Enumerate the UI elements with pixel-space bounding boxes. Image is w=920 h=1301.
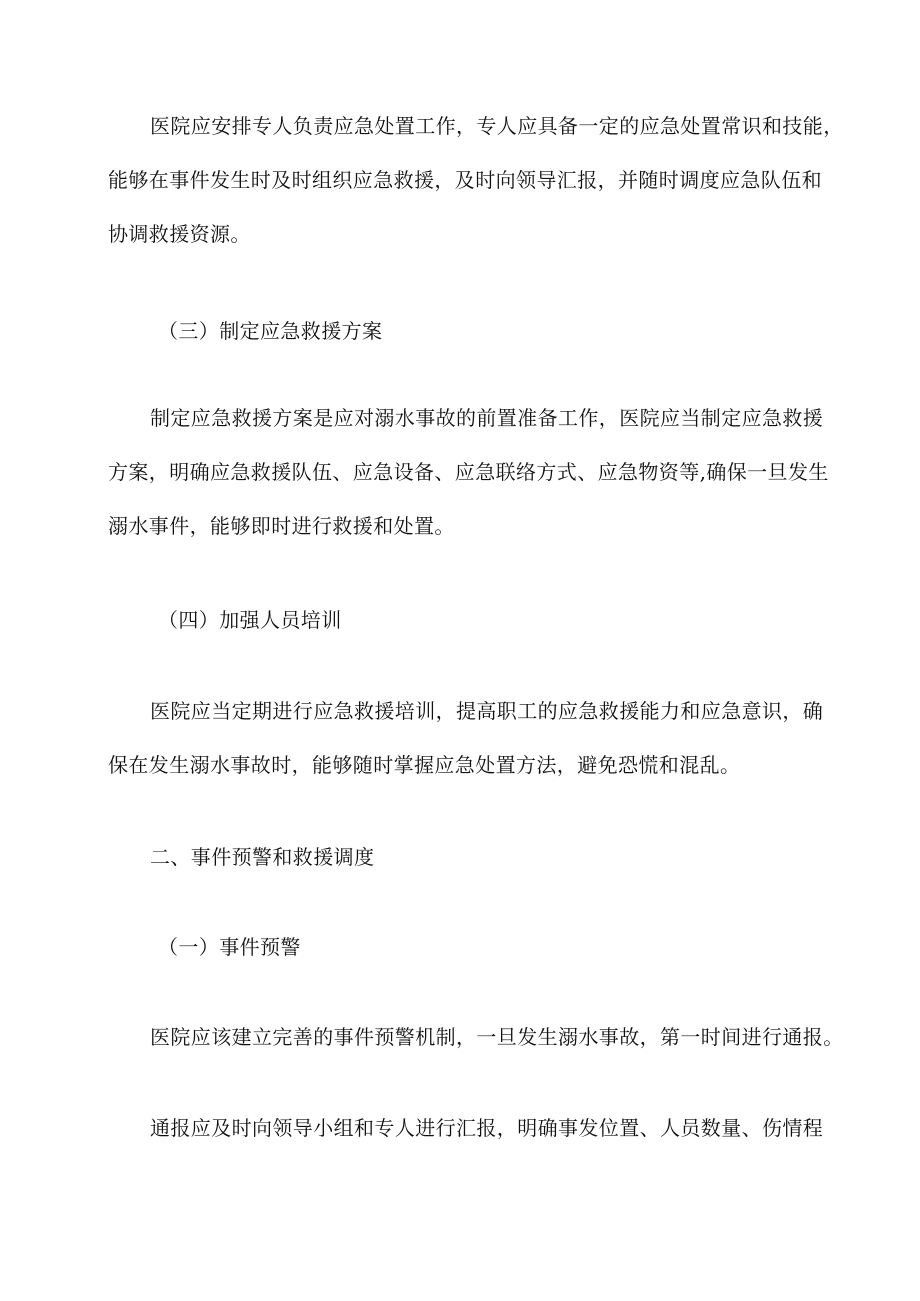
paragraph-line: 通报应及时向领导小组和专人进行汇报，明确事发位置、人员数量、伤情程 (150, 1116, 824, 1140)
paragraph-line: 医院应当定期进行应急救援培训，提高职工的应急救援能力和应急意识，确 (150, 699, 824, 723)
paragraph-rescue-plan (108, 391, 829, 553)
paragraph-responsible-person (108, 99, 844, 261)
subheading-staff-training: （四）加强人员培训 (158, 608, 342, 632)
subheading-event-warning: （一）事件预警 (158, 935, 301, 959)
paragraph-line: 溺水事件，能够即时进行救援和处置。 (108, 514, 455, 538)
paragraph-line: 保在发生溺水事故时，能够随时掌握应急处置方法，避免恐慌和混乱。 (108, 753, 741, 777)
section-heading-warning-dispatch: 二、事件预警和救援调度 (150, 845, 375, 869)
paragraph-line: 医院应该建立完善的事件预警机制，一旦发生溺水事故，第一时间进行通报。 (150, 1025, 844, 1049)
paragraph-line: 能够在事件发生时及时组织应急救援，及时向领导汇报，并随时调度应急队伍和 (108, 168, 822, 192)
paragraph-staff-training (108, 684, 824, 792)
paragraph-line: 协调救援资源。 (108, 222, 251, 246)
paragraph-reporting (108, 1101, 824, 1155)
subheading-rescue-plan: （三）制定应急救援方案 (158, 319, 383, 343)
paragraph-line: 医院应安排专人负责应急处置工作，专人应具备一定的应急处置常识和技能， (150, 114, 844, 138)
paragraph-line: 制定应急救援方案是应对溺水事故的前置准备工作，医院应当制定应急救援 (150, 406, 824, 430)
paragraph-line: 方案，明确应急救援队伍、应急设备、应急联络方式、应急物资等,确保一旦发生 (108, 460, 829, 484)
paragraph-warning-mechanism (108, 1010, 844, 1064)
